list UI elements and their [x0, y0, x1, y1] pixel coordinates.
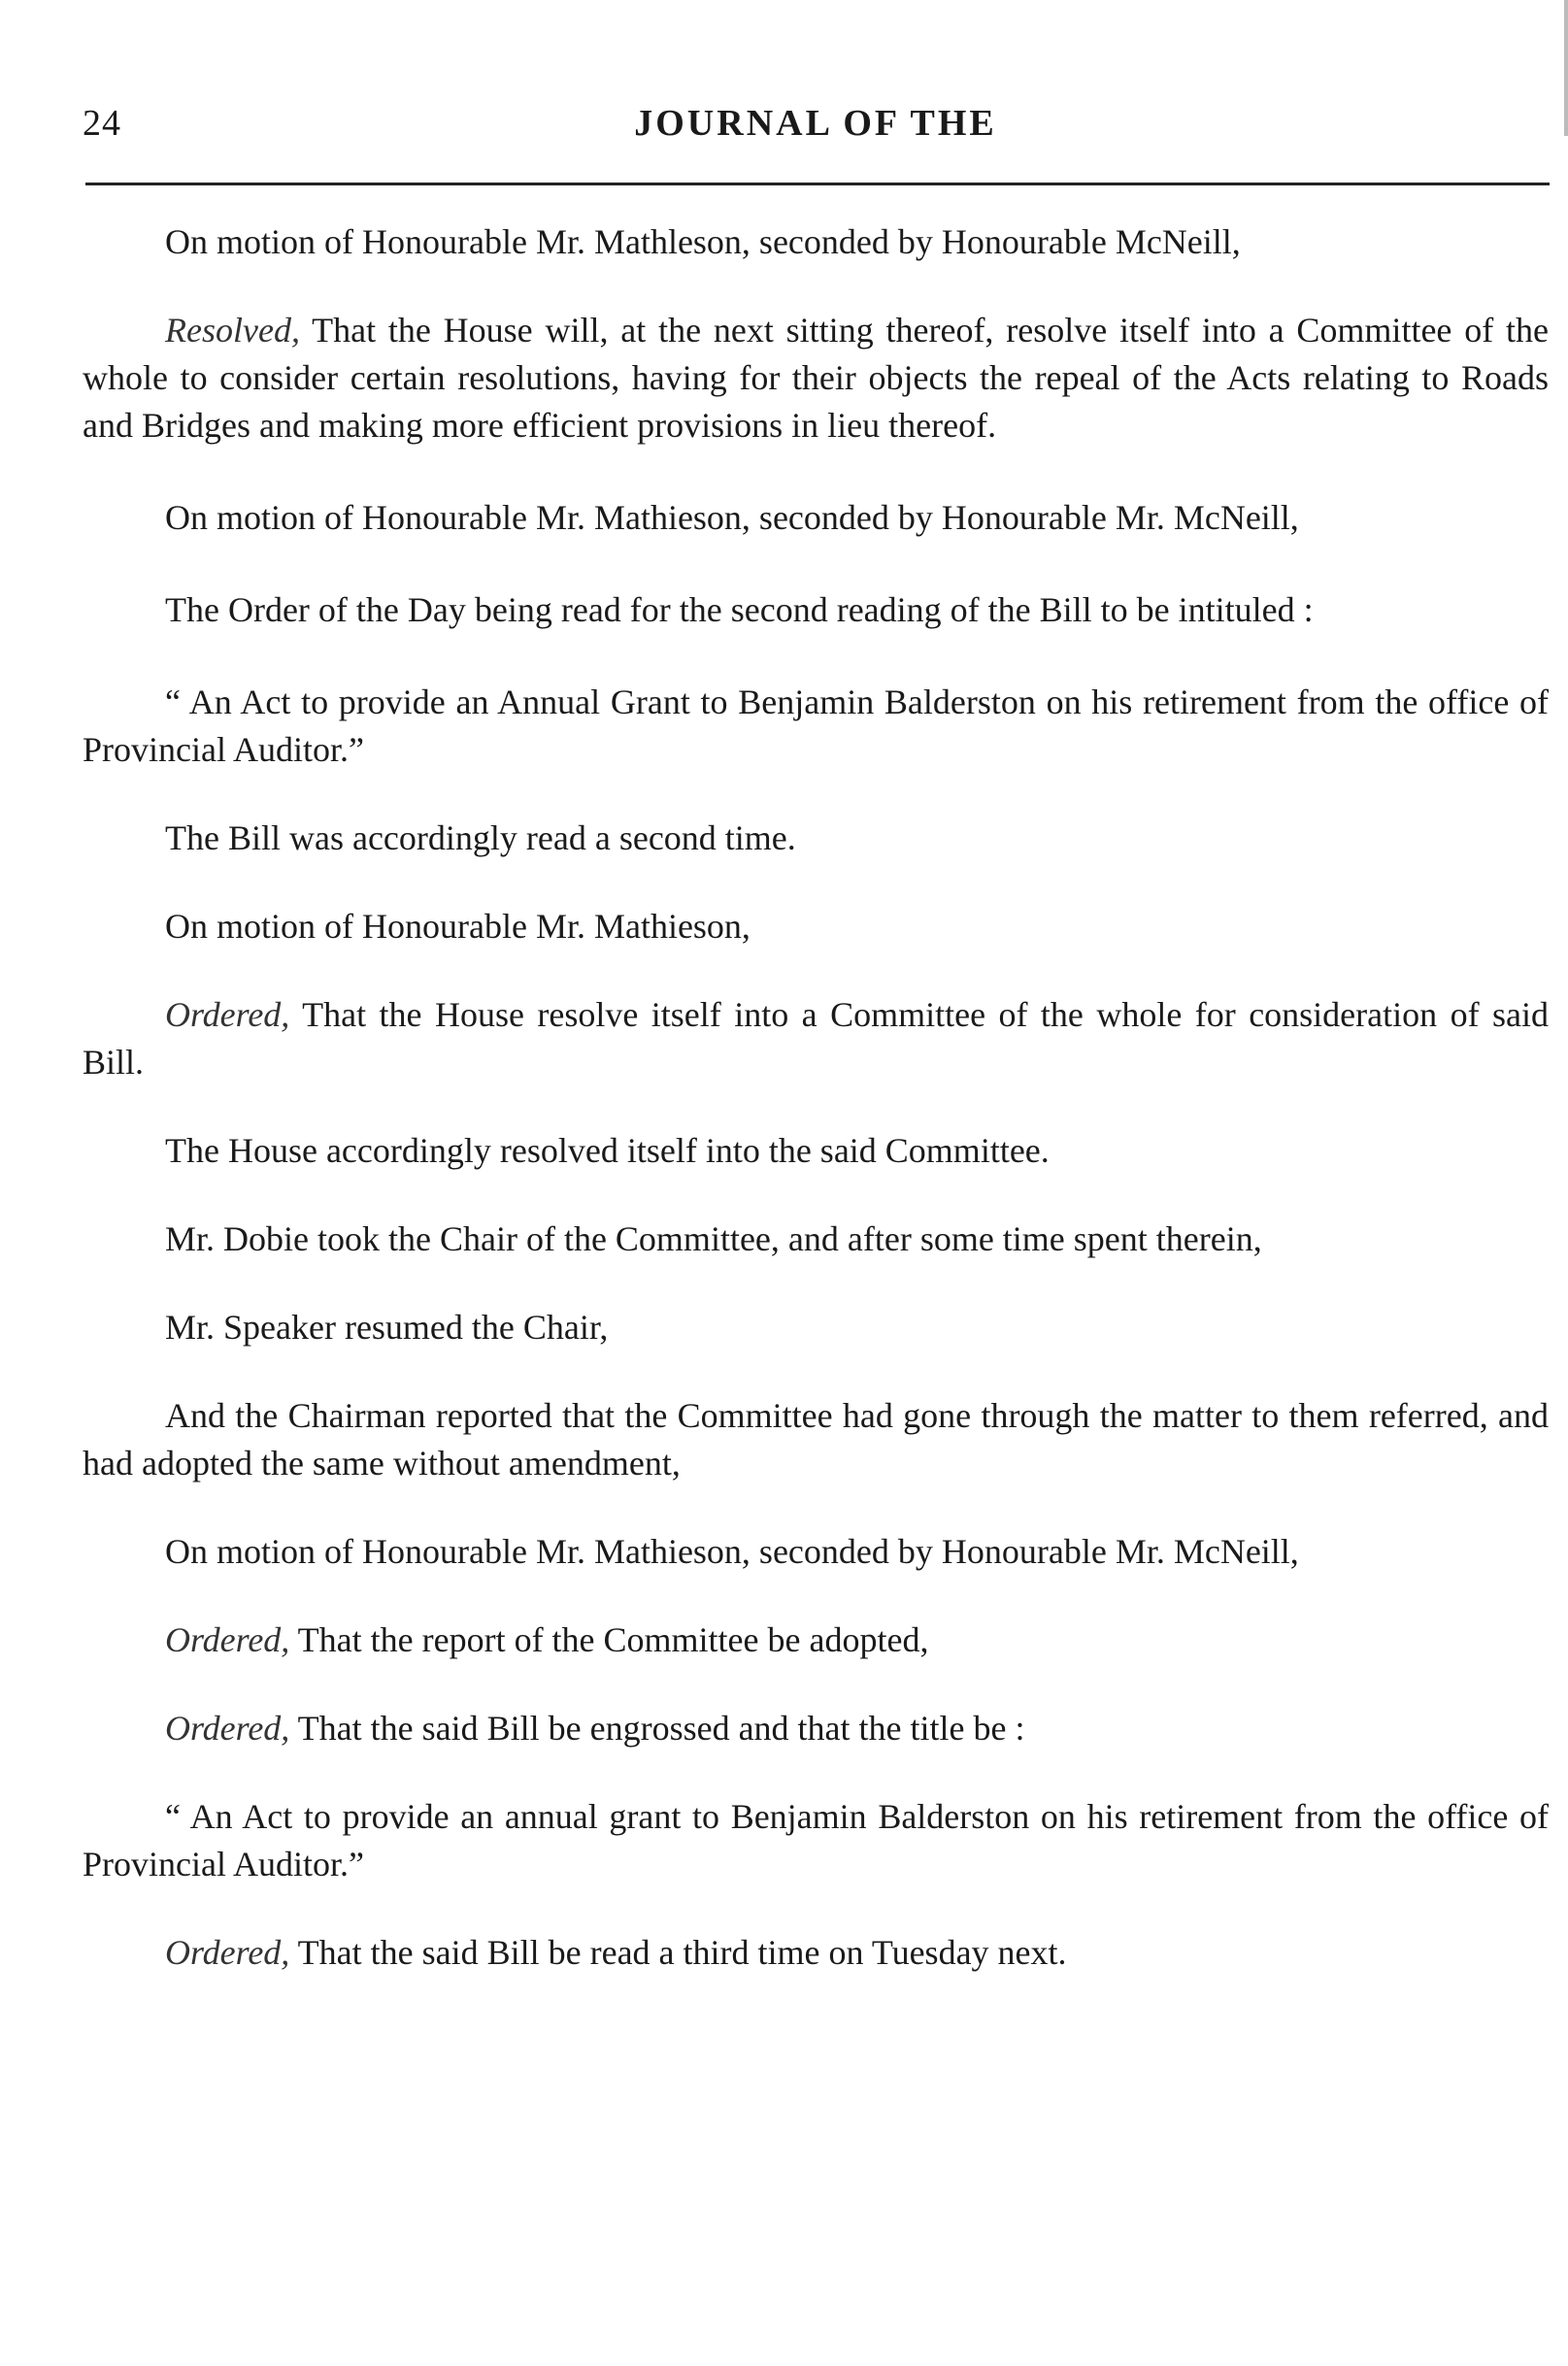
paragraph-text: That the said Bill be engrossed and that the title be :: [289, 1709, 1025, 1748]
paragraph: [83, 991, 1549, 1086]
paragraph: [83, 903, 1549, 950]
paragraph-text: That the House will, at the next sitting thereof, resolve itself into a Committee of the whole to consider certain resolutions, having for their objects the repeal of the Acts relating to Roads and Bridges and making more efficient provisions in lieu thereof.: [83, 311, 1549, 445]
paragraph-text: On motion of Honourable Mr. Mathleson, seconded by Honourable McNeill,: [165, 222, 1241, 261]
page-edge-shadow: [1564, 0, 1568, 136]
paragraph: [83, 1528, 1549, 1576]
paragraph: [83, 218, 1549, 266]
paragraph: [83, 1392, 1549, 1487]
paragraph: [83, 815, 1549, 862]
paragraph-text: That the House resolve itself into a Committee of the whole for consideration of said Bill.: [83, 995, 1549, 1082]
paragraph-text: The Order of the Day being read for the second reading of the Bill to be intituled :: [165, 590, 1314, 629]
paragraph: [83, 1793, 1549, 1888]
paragraph: [83, 307, 1549, 450]
paragraph-text: The Bill was accordingly read a second time.: [165, 818, 796, 857]
paragraph-lead: Resolved,: [165, 311, 300, 350]
paragraph-text: The House accordingly resolved itself into the said Committee.: [165, 1131, 1050, 1170]
paragraph: [83, 586, 1549, 634]
paragraph-text: Mr. Speaker resumed the Chair,: [165, 1308, 609, 1347]
paragraph-lead: Ordered,: [165, 1620, 290, 1659]
paragraph: [83, 494, 1549, 542]
paragraph: [83, 1304, 1549, 1351]
page-number: 24: [83, 103, 121, 144]
paragraph-text: That the said Bill be read a third time on Tuesday next.: [289, 1933, 1067, 1972]
paragraph: [83, 1616, 1549, 1664]
running-head: JOURNAL OF THE: [634, 103, 997, 144]
paragraph: [83, 1127, 1549, 1175]
paragraph-text: And the Chairman reported that the Committee had gone through the matter to them referred, and had adopted the same without amendment,: [83, 1396, 1549, 1483]
paragraph-text: Mr. Dobie took the Chair of the Committee, and after some time spent therein,: [165, 1219, 1262, 1258]
paragraph: [83, 1705, 1549, 1752]
paragraph-lead: Ordered,: [165, 1709, 290, 1748]
paragraph: [83, 1929, 1549, 1977]
paragraph-lead: Ordered,: [165, 1933, 290, 1972]
paragraph-text: On motion of Honourable Mr. Mathieson,: [165, 907, 751, 946]
paragraph-text: On motion of Honourable Mr. Mathieson, seconded by Honourable Mr. McNeill,: [165, 1532, 1299, 1571]
paragraph-text: “ An Act to provide an Annual Grant to Benjamin Balderston on his retirement from the office of Provincial Auditor.”: [83, 683, 1549, 769]
paragraph-text: On motion of Honourable Mr. Mathieson, seconded by Honourable Mr. McNeill,: [165, 498, 1299, 537]
header-rule: [85, 183, 1550, 185]
paragraph-lead: Ordered,: [165, 995, 290, 1034]
page-header: [83, 102, 1549, 160]
paragraph-text: “ An Act to provide an annual grant to Benjamin Balderston on his retirement from the office of Provincial Auditor.”: [83, 1797, 1549, 1883]
paragraph: [83, 1216, 1549, 1263]
journal-body: [83, 218, 1549, 1977]
paragraph: [83, 679, 1549, 774]
paragraph-text: That the report of the Committee be adopted,: [289, 1620, 929, 1659]
